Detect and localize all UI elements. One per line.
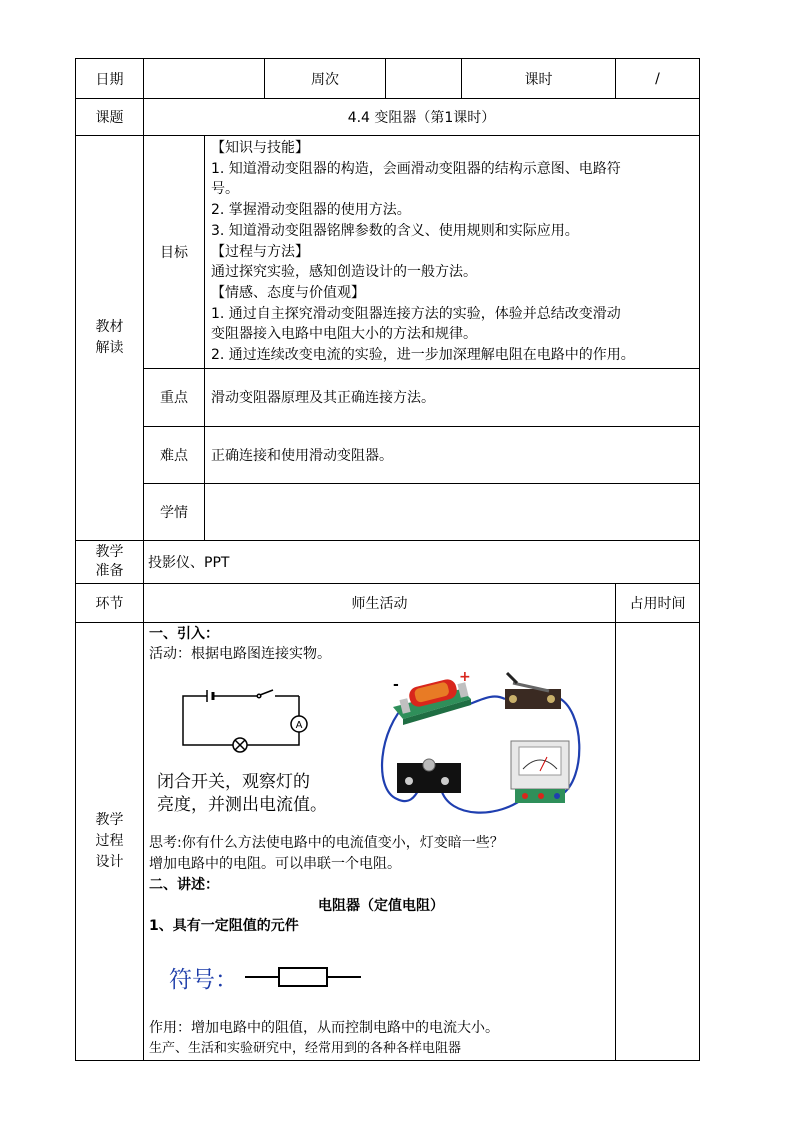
resistor-symbol — [245, 965, 365, 989]
col-stage-header: 环节 — [76, 583, 144, 622]
col-time-header: 占用时间 — [616, 583, 700, 622]
date-label: 日期 — [76, 59, 144, 99]
learner-row — [76, 483, 700, 540]
circuit-wire-left — [183, 696, 233, 745]
difficulty-row — [76, 426, 700, 483]
prep-label-line1: 教学 — [95, 543, 124, 560]
ammeter-device — [511, 741, 569, 803]
lecture-heading: 二、讲述： — [149, 876, 219, 893]
period-value: / — [616, 59, 700, 99]
prep-label — [76, 540, 144, 583]
think-line: 思考:你有什么方法使电路中的电流值变小，灯变暗一些？ — [149, 834, 504, 851]
goals-row — [76, 136, 700, 369]
intro-heading: 一、引入： — [149, 625, 219, 642]
lamp-holder — [397, 759, 461, 793]
topic-value: 4.4 变阻器（第1课时） — [144, 99, 700, 136]
activity-line: 活动：根据电路图连接实物。 — [149, 645, 331, 662]
switch-lever — [260, 690, 273, 695]
goals-line: 【情感、态度与价值观】 — [211, 284, 365, 301]
header-row — [76, 59, 700, 99]
difficulty-label: 难点 — [144, 426, 205, 483]
circuit-caption-line2: 亮度，并测出电流值。 — [157, 794, 327, 815]
battery-holder — [393, 669, 471, 725]
symbol-label: 符号： — [169, 966, 238, 993]
process-label-line1: 教学 — [95, 811, 124, 828]
battery-minus-sign: - — [393, 676, 399, 693]
goals-line: 通过探究实验，感知创造设计的一般方法。 — [211, 264, 477, 281]
circuit-wire-right-lower — [247, 732, 299, 745]
prep-value: 投影仪、PPT — [144, 540, 700, 583]
resistor-title: 电阻器（定值电阻） — [318, 897, 444, 914]
col-activity-header: 师生活动 — [144, 583, 616, 622]
goals-line: 2. 掌握滑动变阻器的使用方法。 — [211, 202, 411, 219]
key-point-row — [76, 368, 700, 426]
analysis-label — [76, 136, 144, 541]
process-label-line2: 过程 — [95, 832, 124, 849]
process-label — [76, 622, 144, 1060]
period-label: 课时 — [462, 59, 616, 99]
key-point-label: 重点 — [144, 368, 205, 426]
columns-row — [76, 583, 700, 622]
date-value — [144, 59, 265, 99]
process-row — [76, 622, 700, 1060]
goals-content — [205, 136, 700, 369]
goals-line: 【过程与方法】 — [211, 243, 309, 260]
goals-line: 2. 通过连续改变电流的实验，进一步加深理解电阻在电路中的作用。 — [211, 347, 635, 364]
resistor-point-1: 1、具有一定阻值的元件 — [149, 917, 299, 934]
process-label-line3: 设计 — [95, 853, 124, 870]
function-line: 作用：增加电路中的阻值，从而控制电路中的电流大小。 — [149, 1019, 499, 1036]
key-point-value: 滑动变阻器原理及其正确连接方法。 — [205, 368, 700, 426]
goals-label: 目标 — [144, 136, 205, 369]
goals-line: 1. 通过自主探究滑动变阻器连接方法的实验，体验并总结改变滑动 — [211, 305, 621, 322]
prep-row — [76, 540, 700, 583]
knife-switch — [505, 673, 561, 709]
circuit-diagram — [177, 689, 313, 759]
learner-label: 学情 — [144, 483, 205, 540]
prep-label-line2: 准备 — [95, 562, 124, 579]
apparatus-photo — [379, 669, 587, 821]
process-content — [144, 622, 616, 1060]
battery-plus-sign: + — [459, 668, 471, 685]
goals-line: 1. 知道滑动变阻器的构造，会画滑动变阻器的结构示意图、电路符 — [211, 160, 621, 177]
process-canvas — [149, 625, 615, 1057]
week-label: 周次 — [265, 59, 386, 99]
circuit-caption — [157, 771, 327, 817]
ammeter-label: A — [295, 719, 303, 731]
learner-value — [205, 483, 700, 540]
analysis-label-line1: 教材 — [95, 318, 124, 335]
lesson-plan-table — [75, 58, 700, 1061]
goals-line: 【知识与技能】 — [211, 140, 309, 156]
goals-line: 号。 — [211, 181, 239, 198]
goals-line: 3. 知道滑动变阻器铭牌参数的含义、使用规则和实际应用。 — [211, 222, 579, 239]
difficulty-value: 正确连接和使用滑动变阻器。 — [205, 426, 700, 483]
goals-line: 变阻器接入电路中电阻大小的方法和规律。 — [211, 326, 477, 343]
topic-row — [76, 99, 700, 136]
process-time-cell — [616, 622, 700, 1060]
week-value — [386, 59, 462, 99]
topic-label: 课题 — [76, 99, 144, 136]
wire-battery-to-switch — [467, 696, 505, 704]
analysis-label-line2: 解读 — [95, 339, 124, 356]
answer-line: 增加电路中的电阻。可以串联一个电阻。 — [149, 855, 401, 872]
usage-line: 生产、生活和实验研究中，经常用到的各种各样电阻器 — [149, 1040, 462, 1056]
circuit-caption-line1: 闭合开关，观察灯的 — [157, 771, 310, 792]
